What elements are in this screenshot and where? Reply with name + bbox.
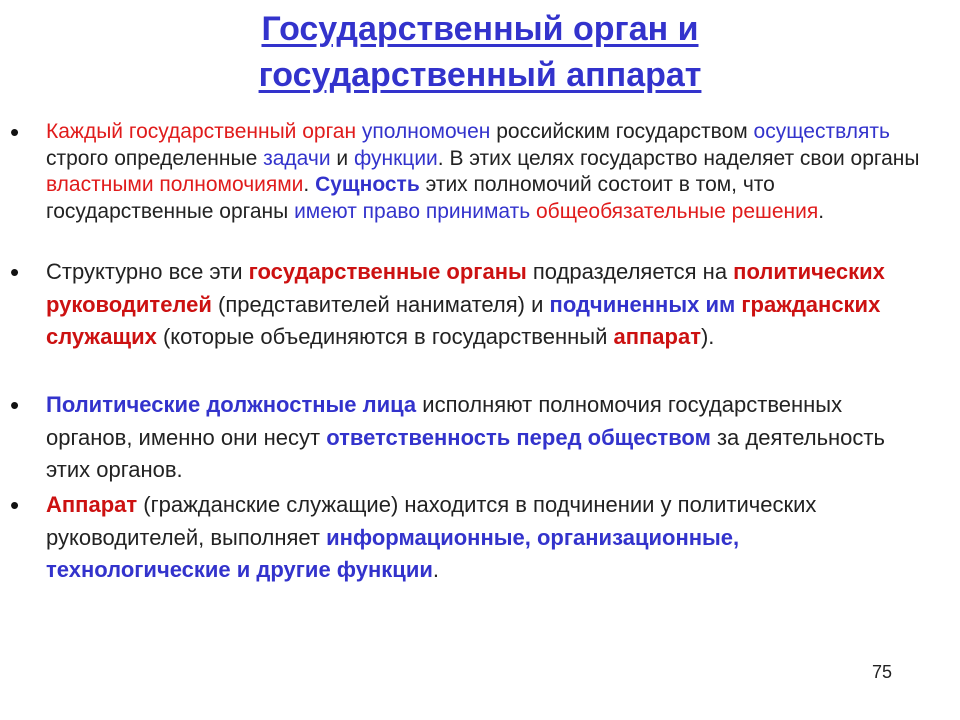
bullet-text [46, 120, 919, 223]
text-segment: общеобязательные решения [536, 199, 819, 223]
text-segment: ответственность перед обществом [326, 424, 711, 450]
text-segment: уполномочен [361, 120, 491, 143]
text-segment: Каждый государственный орган [46, 120, 362, 143]
text-segment: этих полномочий состоит в том, что государственные органы [46, 173, 775, 223]
bullet-item [10, 389, 926, 487]
bullet-dot-icon: • [10, 390, 20, 420]
bullet-dot-icon: • [10, 257, 20, 287]
text-segment: . [432, 557, 439, 582]
text-segment: ). [700, 324, 715, 349]
text-segment: государственные органы [248, 259, 527, 284]
text-segment: подразделяется на [526, 259, 734, 284]
text-segment: осуществлять [753, 120, 890, 143]
bullet-text [46, 492, 816, 582]
text-segment: российским государством [490, 120, 754, 143]
text-segment: (гражданские служащие) находится в подчинении у политических руководителей, выполняет [46, 492, 817, 550]
bullet-item [10, 117, 946, 225]
text-segment: имеют право принимать [294, 199, 531, 223]
text-segment: гражданских служащих [46, 291, 881, 349]
slide-title-line-2: государственный аппарат [258, 56, 702, 94]
text-segment: (которые объединяются в государственный [156, 324, 614, 349]
text-segment: Политические должностные лица [46, 392, 417, 417]
bullet-dot-icon: • [10, 117, 20, 147]
text-segment: . В этих целях государство наделяет свои органы [437, 146, 920, 170]
text-segment: (представителей нанимателя) и [211, 291, 550, 317]
text-segment: Структурно все эти [46, 259, 249, 284]
text-segment: аппарат [613, 324, 701, 349]
text-segment: исполняют полномочия государственных органов, именно они несут [46, 392, 843, 450]
slide-title-line-1: Государственный орган и [261, 10, 699, 48]
text-segment: строго определенные [46, 146, 264, 170]
bullet-item [10, 256, 926, 354]
text-segment: задачи [263, 146, 331, 170]
text-segment: функции [353, 146, 438, 170]
text-segment: за деятельность этих органов. [46, 424, 885, 482]
bullet-text [46, 259, 885, 349]
bullet-text [46, 392, 885, 482]
page-number: 75 [872, 662, 893, 682]
bullet-item [10, 489, 926, 587]
text-segment: . [818, 199, 825, 223]
text-segment: и [330, 146, 354, 170]
text-segment: политических руководителей [46, 259, 885, 317]
text-segment: властными полномочиями [46, 173, 304, 196]
text-segment: Аппарат [46, 492, 138, 517]
text-segment: информационные, организационные, технологические и другие функции [46, 524, 740, 582]
bullet-dot-icon: • [10, 490, 20, 520]
text-segment: . [303, 173, 316, 196]
text-segment: подчиненных им [549, 291, 736, 317]
text-segment: Сущность [315, 173, 420, 196]
